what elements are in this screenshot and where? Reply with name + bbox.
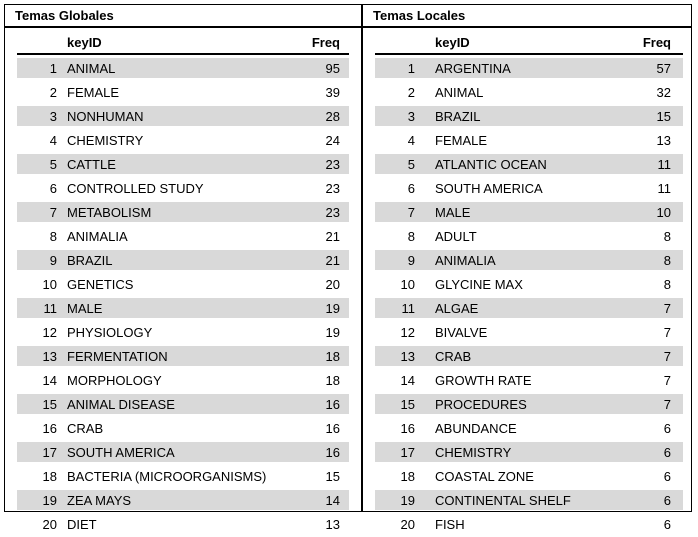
- table-row: [375, 273, 683, 297]
- row-frequency: 11: [657, 157, 671, 172]
- row-keyword: MALE: [67, 301, 103, 316]
- row-frequency: 8: [663, 253, 671, 268]
- row-keyword: ZEA MAYS: [67, 493, 132, 508]
- row-keyword: SOUTH AMERICA: [67, 445, 175, 460]
- row-rank: 18: [400, 469, 415, 484]
- keyword-column-header: keyID: [435, 35, 470, 50]
- tables-frame: [4, 4, 692, 532]
- row-keyword: SOUTH AMERICA: [435, 181, 543, 196]
- freq-column-header: Freq: [642, 35, 671, 50]
- row-keyword: BACTERIA (MICROORGANISMS): [67, 469, 267, 484]
- table-row: [17, 393, 349, 417]
- row-frequency: 39: [325, 85, 340, 100]
- row-frequency: 6: [663, 445, 671, 460]
- row-rank: 10: [400, 277, 415, 292]
- row-keyword: ANIMAL DISEASE: [67, 397, 175, 412]
- row-rank: 2: [407, 85, 415, 100]
- table-row: [375, 369, 683, 393]
- table-row: [375, 489, 683, 513]
- row-frequency: 6: [663, 421, 671, 436]
- row-frequency: 20: [325, 277, 340, 292]
- row-rank: 13: [42, 349, 57, 364]
- row-rank: 18: [42, 469, 57, 484]
- row-frequency: 6: [663, 493, 671, 508]
- row-keyword: MORPHOLOGY: [67, 373, 162, 388]
- table-row: [375, 57, 683, 81]
- row-keyword: PHYSIOLOGY: [67, 325, 153, 340]
- title-rule: [363, 26, 691, 28]
- table-row: [375, 321, 683, 345]
- row-frequency: 7: [663, 325, 671, 340]
- row-frequency: 6: [663, 517, 671, 532]
- row-rank: 20: [42, 517, 57, 532]
- row-rank: 8: [49, 229, 57, 244]
- row-rank: 17: [42, 445, 57, 460]
- header-rule: [375, 53, 683, 55]
- freq-column-header: Freq: [311, 35, 340, 50]
- table-row: [17, 81, 349, 105]
- header-rule: [17, 53, 349, 55]
- table-row: [17, 369, 349, 393]
- row-rank: 5: [49, 157, 57, 172]
- row-keyword: ANIMAL: [435, 85, 484, 100]
- table-row: [17, 249, 349, 273]
- row-frequency: 23: [325, 181, 340, 196]
- panel-title: Temas Locales: [373, 8, 466, 23]
- table-row: [375, 513, 683, 537]
- table-row: [375, 441, 683, 465]
- row-keyword: ALGAE: [435, 301, 479, 316]
- row-keyword: ANIMALIA: [435, 253, 496, 268]
- row-rank: 9: [49, 253, 57, 268]
- row-rank: 15: [42, 397, 57, 412]
- row-keyword: FERMENTATION: [67, 349, 168, 364]
- row-frequency: 28: [325, 109, 340, 124]
- row-rank: 11: [401, 301, 415, 316]
- row-rank: 2: [49, 85, 57, 100]
- table-row: [17, 177, 349, 201]
- table-row: [375, 225, 683, 249]
- table-row: [375, 105, 683, 129]
- row-frequency: 18: [325, 373, 340, 388]
- row-keyword: MALE: [435, 205, 471, 220]
- row-frequency: 7: [663, 349, 671, 364]
- table-body: [375, 57, 683, 537]
- table-row: [17, 153, 349, 177]
- row-frequency: 16: [325, 397, 340, 412]
- table-row: [17, 105, 349, 129]
- row-frequency: 7: [663, 397, 671, 412]
- row-keyword: CATTLE: [67, 157, 116, 172]
- row-frequency: 15: [325, 469, 340, 484]
- row-keyword: GROWTH RATE: [435, 373, 532, 388]
- row-keyword: ABUNDANCE: [435, 421, 517, 436]
- row-keyword: BRAZIL: [67, 253, 113, 268]
- row-frequency: 19: [325, 325, 340, 340]
- row-rank: 12: [42, 325, 57, 340]
- table-row: [17, 441, 349, 465]
- row-rank: 14: [42, 373, 57, 388]
- row-rank: 6: [49, 181, 57, 196]
- row-frequency: 21: [325, 229, 340, 244]
- row-keyword: FEMALE: [67, 85, 120, 100]
- row-rank: 16: [400, 421, 415, 436]
- row-keyword: BIVALVE: [435, 325, 488, 340]
- row-frequency: 16: [325, 421, 340, 436]
- row-keyword: CRAB: [67, 421, 104, 436]
- row-keyword: CHEMISTRY: [435, 445, 512, 460]
- row-keyword: CONTINENTAL SHELF: [435, 493, 571, 508]
- row-rank: 4: [49, 133, 57, 148]
- row-frequency: 18: [325, 349, 340, 364]
- table-row: [17, 273, 349, 297]
- row-keyword: METABOLISM: [67, 205, 152, 220]
- table-row: [17, 57, 349, 81]
- row-keyword: GENETICS: [67, 277, 134, 292]
- table-row: [375, 81, 683, 105]
- table-row: [375, 177, 683, 201]
- row-frequency: 7: [663, 301, 671, 316]
- table-row: [17, 417, 349, 441]
- row-keyword: CHEMISTRY: [67, 133, 144, 148]
- table-row: [17, 321, 349, 345]
- row-rank: 10: [42, 277, 57, 292]
- row-rank: 8: [407, 229, 415, 244]
- table-row: [17, 345, 349, 369]
- row-keyword: FISH: [435, 517, 465, 532]
- table-row: [375, 393, 683, 417]
- row-keyword: BRAZIL: [435, 109, 481, 124]
- row-rank: 11: [43, 301, 57, 316]
- table-row: [17, 465, 349, 489]
- table-row: [375, 417, 683, 441]
- table-row: [17, 201, 349, 225]
- row-frequency: 32: [656, 85, 671, 100]
- global-topics-panel: [5, 5, 361, 532]
- row-frequency: 8: [663, 229, 671, 244]
- row-rank: 6: [407, 181, 415, 196]
- table-row: [375, 153, 683, 177]
- table-row: [375, 129, 683, 153]
- table-row: [375, 345, 683, 369]
- row-keyword: NONHUMAN: [67, 109, 144, 124]
- row-frequency: 14: [325, 493, 340, 508]
- row-keyword: COASTAL ZONE: [435, 469, 534, 484]
- table-row: [17, 513, 349, 537]
- row-frequency: 16: [325, 445, 340, 460]
- table-row: [17, 297, 349, 321]
- row-rank: 7: [407, 205, 415, 220]
- table-row: [375, 297, 683, 321]
- row-keyword: PROCEDURES: [435, 397, 527, 412]
- row-keyword: ANIMALIA: [67, 229, 128, 244]
- table-row: [375, 201, 683, 225]
- row-frequency: 11: [657, 181, 671, 196]
- row-frequency: 95: [325, 61, 340, 76]
- row-rank: 19: [42, 493, 57, 508]
- table-row: [17, 129, 349, 153]
- table-row: [17, 225, 349, 249]
- row-rank: 1: [407, 61, 415, 76]
- row-frequency: 57: [656, 61, 671, 76]
- row-rank: 4: [407, 133, 415, 148]
- local-topics-panel: [363, 5, 691, 532]
- row-rank: 14: [400, 373, 415, 388]
- row-rank: 19: [400, 493, 415, 508]
- row-frequency: 7: [663, 373, 671, 388]
- row-frequency: 21: [325, 253, 340, 268]
- row-rank: 3: [407, 109, 415, 124]
- row-rank: 17: [400, 445, 415, 460]
- row-frequency: 23: [325, 205, 340, 220]
- row-keyword: GLYCINE MAX: [435, 277, 523, 292]
- row-keyword: ATLANTIC OCEAN: [435, 157, 547, 172]
- row-frequency: 19: [325, 301, 340, 316]
- panel-title: Temas Globales: [15, 8, 114, 23]
- row-rank: 3: [49, 109, 57, 124]
- row-rank: 1: [49, 61, 57, 76]
- table-body: [17, 57, 349, 537]
- row-frequency: 10: [656, 205, 671, 220]
- row-rank: 20: [400, 517, 415, 532]
- row-keyword: ARGENTINA: [435, 61, 511, 76]
- row-frequency: 8: [663, 277, 671, 292]
- table-row: [375, 465, 683, 489]
- row-rank: 13: [400, 349, 415, 364]
- row-rank: 12: [400, 325, 415, 340]
- row-rank: 7: [49, 205, 57, 220]
- row-rank: 9: [407, 253, 415, 268]
- row-rank: 5: [407, 157, 415, 172]
- title-rule: [5, 26, 361, 28]
- table-row: [17, 489, 349, 513]
- row-keyword: DIET: [67, 517, 97, 532]
- row-frequency: 15: [656, 109, 671, 124]
- row-keyword: ADULT: [435, 229, 477, 244]
- row-frequency: 24: [325, 133, 340, 148]
- row-rank: 15: [400, 397, 415, 412]
- row-frequency: 13: [325, 517, 340, 532]
- keyword-column-header: keyID: [67, 35, 102, 50]
- row-keyword: CRAB: [435, 349, 472, 364]
- row-frequency: 23: [325, 157, 340, 172]
- row-keyword: CONTROLLED STUDY: [67, 181, 204, 196]
- row-keyword: FEMALE: [435, 133, 488, 148]
- table-row: [375, 249, 683, 273]
- row-frequency: 13: [656, 133, 671, 148]
- row-keyword: ANIMAL: [67, 61, 116, 76]
- row-frequency: 6: [663, 469, 671, 484]
- row-rank: 16: [42, 421, 57, 436]
